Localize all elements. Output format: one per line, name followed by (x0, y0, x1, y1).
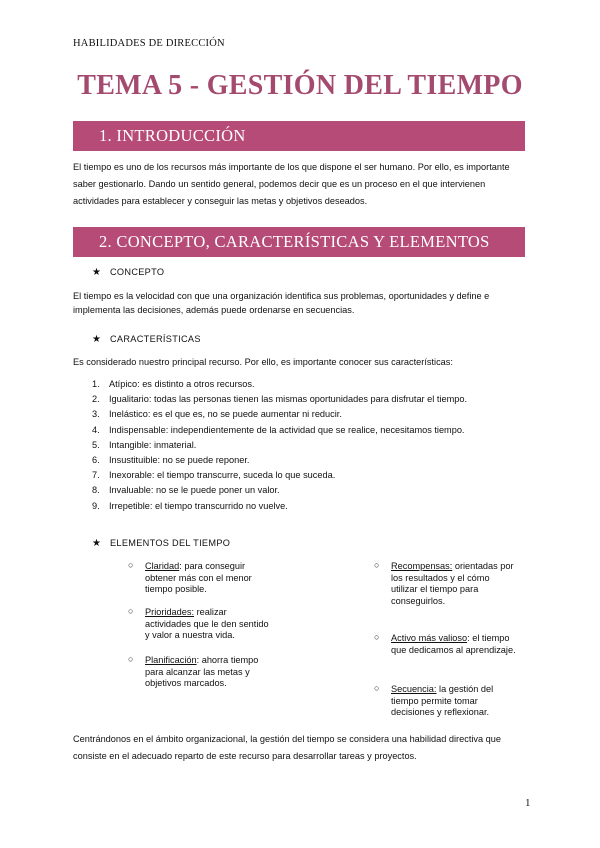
subheading-label: CARACTERÍSTICAS (110, 334, 201, 344)
list-item: 5. Intangible: inmaterial. (92, 439, 197, 450)
list-item: 1. Atípico: es distinto a otros recursos. (92, 379, 255, 389)
subheading-elementos (92, 538, 230, 549)
section-heading-concepto: 2. CONCEPTO, CARACTERÍSTICAS Y ELEMENTOS (73, 227, 525, 257)
star-icon: ★ (92, 538, 102, 549)
list-item: 4. Indispensable: independientemente de la actividad que se realice, necesitamos tiempo. (92, 424, 465, 435)
circle-bullet-icon: ○ (128, 560, 134, 570)
circle-bullet-icon: ○ (374, 683, 380, 693)
page-number: 1 (525, 797, 531, 809)
elemento-claridad: ○ Claridad: para conseguir obtener más con el menor tiempo posible. (128, 560, 252, 594)
star-icon: ★ (92, 267, 102, 278)
subheading-caracteristicas (92, 334, 201, 345)
list-item: 6. Insustituible: no se puede reponer. (92, 454, 250, 465)
elemento-activo-mas-valioso: ○ Activo más valioso: el tiempo que dedicamos al aprendizaje. (374, 632, 516, 655)
running-header: HABILIDADES DE DIRECCIÓN (73, 38, 225, 49)
caracteristicas-list (92, 377, 467, 514)
caracteristicas-intro: Es considerado nuestro principal recurso. Por ello, es importante conocer sus características: (73, 357, 453, 367)
star-icon: ★ (92, 334, 102, 345)
section-heading-introduccion: 1. INTRODUCCIÓN (73, 121, 525, 151)
list-item: 7. Inexorable: el tiempo transcurre, suceda lo que suceda. (92, 470, 336, 481)
concepto-paragraph: El tiempo es la velocidad con que una organización identifica sus problemas, oportunidades y define e implementa las decisiones, además puede ordenarse en secuencias. (73, 291, 490, 315)
circle-bullet-icon: ○ (128, 654, 134, 664)
elemento-recompensas: ○ Recompensas: orientadas por los resultados y el cómo utilizar el tiempo para conseguirlos. (374, 560, 514, 606)
closing-paragraph: Centrándonos en el ámbito organizacional, la gestión del tiempo se considera una habilidad directiva que consiste en el adecuado reparto de este recurso para desarrollar tareas y proyectos. (73, 734, 502, 761)
list-item: 2. Igualitario: todas las personas tienen las mismas oportunidades para disfrutar el tiempo. (92, 394, 467, 405)
list-item: 9. Irrepetible: el tiempo transcurrido no vuelve. (92, 500, 288, 511)
circle-bullet-icon: ○ (374, 632, 380, 642)
circle-bullet-icon: ○ (374, 560, 380, 570)
intro-paragraph: El tiempo es uno de los recursos más importante de los que dispone el ser humano. Por ello, es importante saber gestionarlo. Dando un sentido general, podemos decir que es un proceso en el que intervienen actividades para establecer y conseguir las metas y objetivos deseados. (73, 162, 510, 206)
subheading-label: ELEMENTOS DEL TIEMPO (110, 538, 231, 548)
elemento-planificacion: ○ Planificación: ahorra tiempo para alcanzar las metas y objetivos marcados. (128, 654, 259, 688)
page-title: TEMA 5 - GESTIÓN DEL TIEMPO (77, 70, 523, 101)
subheading-label: CONCEPTO (110, 267, 165, 277)
elemento-secuencia: ○ Secuencia: la gestión del tiempo permite tomar decisiones y reflexionar. (374, 683, 494, 717)
circle-bullet-icon: ○ (128, 606, 134, 616)
list-item: 3. Inelástico: es el que es, no se puede aumentar ni reducir. (92, 409, 342, 420)
elemento-prioridades: ○ Prioridades: realizar actividades que le den sentido y valor a nuestra vida. (128, 606, 269, 640)
list-item: 8. Invaluable: no se le puede poner un valor. (92, 485, 280, 496)
subheading-concepto (92, 267, 164, 278)
